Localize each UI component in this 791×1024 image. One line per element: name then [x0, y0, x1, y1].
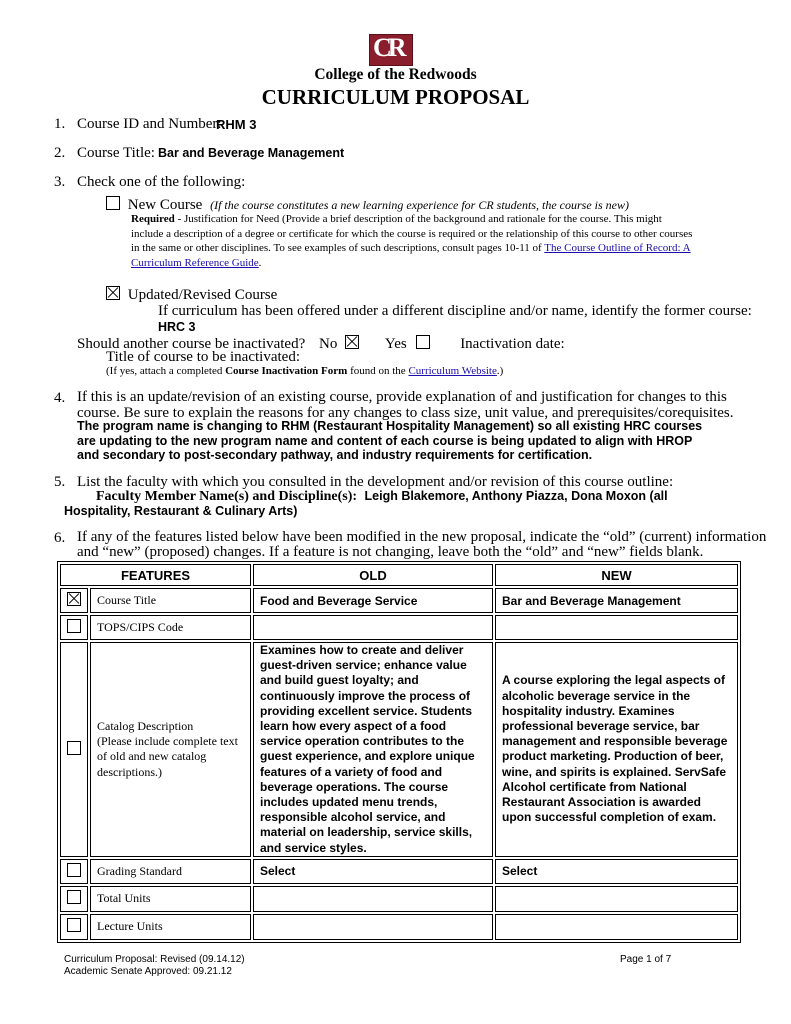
- footer-info: [64, 954, 245, 978]
- new-description-line: A course exploring the legal aspects of: [502, 673, 725, 688]
- college-logo: [369, 34, 413, 66]
- period: .: [258, 256, 262, 269]
- course-title-change-checkbox[interactable]: [67, 592, 81, 606]
- former-course-value: HRC 3: [158, 320, 196, 334]
- new-description-line: upon successful completion of exam.: [502, 810, 717, 825]
- required-text-line-2: include a description of a degree or certificate for which the course is required or the relationship of this course to other courses: [131, 227, 693, 240]
- faculty-instructions: List the faculty with which you consulted in the development and/or revision of this course outline:: [77, 474, 674, 490]
- old-description-line: and service styles.: [260, 840, 367, 855]
- item-4-line-1: If this is an update/revision of an existing course, provide explanation of and justification for changes to this: [77, 389, 727, 405]
- catalog-feature-line: descriptions.): [97, 764, 162, 779]
- required-text-line-1: - Justification for Need (Provide a brief description of the background and rationale for the course. This might: [174, 213, 662, 225]
- logo-text: CR: [373, 33, 403, 62]
- item-6-instructions: [77, 530, 766, 560]
- check-one-label: Check one of the following:: [77, 174, 246, 190]
- tops-cips-change-checkbox[interactable]: [67, 619, 81, 633]
- faculty-label: Faculty Member Name(s) and Discipline(s):: [96, 489, 358, 504]
- new-total-units[interactable]: [495, 886, 738, 912]
- total-units-change-checkbox[interactable]: [67, 890, 81, 904]
- catalog-description-change-checkbox[interactable]: [67, 741, 81, 755]
- old-description-line: learn how every aspect of a food: [260, 719, 447, 734]
- yes-label: Yes: [384, 336, 407, 352]
- new-description-line: Restaurant Association is awarded: [502, 795, 701, 810]
- item-4-line-2: course. Be sure to explain the reasons for any changes to class size, unit value, and prerequisites/corequisites.: [77, 404, 734, 421]
- updated-course-label: Updated/Revised Course: [127, 287, 278, 303]
- new-description-line: product marketing. Production of beer,: [502, 749, 724, 764]
- justification-line-1: The program name is changing to RHM (Restaurant Hospitality Management) so all existing HRC courses: [77, 419, 703, 433]
- new-description-line: wine, and spirits is explained. ServSafe: [502, 764, 727, 779]
- former-course-instructions: If curriculum has been offered under a different discipline and/or name, identify the former course:: [158, 303, 752, 319]
- old-description-line: material on leadership, service skills,: [260, 825, 473, 840]
- feature-total-units: Total Units: [90, 886, 251, 912]
- new-catalog-description[interactable]: [495, 642, 738, 857]
- old-description-line: guest experience, and explore unique: [260, 749, 475, 764]
- required-label: Required: [131, 213, 175, 225]
- grading-standard-change-checkbox[interactable]: [67, 863, 81, 877]
- footer-revised: Curriculum Proposal: Revised (09.14.12): [64, 954, 245, 965]
- feature-catalog-description: [90, 642, 251, 857]
- footer-approved: Academic Senate Approved: 09.21.12: [64, 966, 232, 977]
- old-description-line: responsible alcohol service, and: [260, 810, 446, 825]
- course-id-value: RHM 3: [216, 117, 257, 132]
- course-id-label: Course ID and Number:: [77, 116, 222, 132]
- item-6-line-1: If any of the features listed below have been modified in the new proposal, indicate the “old” (current) information: [77, 529, 767, 545]
- curriculum-website-link[interactable]: Curriculum Website: [408, 365, 497, 377]
- old-description-line: includes updated menu trends,: [260, 795, 438, 810]
- new-header: NEW: [495, 564, 738, 586]
- old-description-line: features of a variety of food and: [260, 764, 443, 779]
- inactivation-form-note: [106, 365, 503, 377]
- change-justification: [77, 419, 702, 463]
- item-4-instructions: [77, 390, 733, 421]
- catalog-feature-line: of old and new catalog: [97, 749, 207, 764]
- old-grading-standard-select[interactable]: Select: [253, 859, 493, 884]
- old-catalog-description[interactable]: [253, 642, 493, 857]
- justification-line-2: are updating to the new program name and content of each course is being updated to align with HROP: [77, 433, 693, 448]
- attach-note-prefix: (If yes, attach a completed: [106, 365, 226, 377]
- new-grading-standard-select[interactable]: Select: [495, 859, 738, 884]
- updated-course-checkbox[interactable]: [106, 286, 120, 300]
- item-3-number: 3.: [54, 174, 66, 190]
- old-description-line: service operation contributes to the: [260, 734, 465, 749]
- new-course-title[interactable]: Bar and Beverage Management: [495, 588, 738, 613]
- required-text-line-3: in the same or other disciplines. To see examples of such descriptions, consult pages 10-11 of: [131, 242, 545, 254]
- features-header: FEATURES: [60, 564, 251, 586]
- faculty-names: Leigh Blakemore, Anthony Piazza, Dona Moxon (all: [364, 489, 668, 503]
- table-row: [60, 859, 738, 884]
- required-justification: [131, 212, 741, 270]
- item-5-number: 5.: [54, 474, 66, 490]
- table-row: [60, 588, 738, 613]
- attach-note-middle: found on the: [347, 365, 409, 377]
- item-1-number: 1.: [54, 116, 66, 132]
- feature-course-title: Course Title: [90, 588, 251, 613]
- old-header: OLD: [253, 564, 493, 586]
- page-number: Page 1 of 7: [620, 954, 672, 965]
- course-title-label: Course Title:: [77, 145, 155, 161]
- table-row: [60, 914, 738, 940]
- table-row: [60, 615, 738, 640]
- curriculum-reference-guide-link[interactable]: Curriculum Reference Guide: [131, 256, 259, 269]
- new-description-line: professional beverage service, bar: [502, 719, 700, 734]
- new-course-checkbox[interactable]: [106, 196, 120, 210]
- catalog-feature-line: (Please include complete text: [97, 734, 238, 749]
- new-tops-cips[interactable]: [495, 615, 738, 640]
- new-course-label: New Course: [127, 197, 203, 213]
- new-lecture-units[interactable]: [495, 914, 738, 940]
- old-description-line: providing excellent service. Students: [260, 703, 473, 718]
- lecture-units-change-checkbox[interactable]: [67, 918, 81, 932]
- new-description-line: Alcohol certificate from National: [502, 779, 687, 794]
- item-6-number: 6.: [54, 530, 66, 546]
- new-description-line: management and responsible beverage: [502, 734, 728, 749]
- old-course-title[interactable]: Food and Beverage Service: [253, 588, 493, 613]
- course-title-value: Bar and Beverage Management: [158, 146, 345, 160]
- feature-lecture-units: Lecture Units: [90, 914, 251, 940]
- inactivate-question: Should another course be inactivated?: [77, 336, 306, 352]
- old-tops-cips[interactable]: [253, 615, 493, 640]
- attach-note-suffix: .): [496, 365, 504, 377]
- page-title: CURRICULUM PROPOSAL: [261, 85, 530, 109]
- inactivate-no-checkbox[interactable]: [345, 335, 359, 349]
- inactivated-title-label: Title of course to be inactivated:: [106, 349, 300, 365]
- new-description-line: alcoholic beverage service in the: [502, 688, 691, 703]
- old-total-units[interactable]: [253, 886, 493, 912]
- features-table: [57, 561, 741, 943]
- new-course-note: (If the course constitutes a new learning experience for CR students, the course is new): [210, 198, 629, 212]
- faculty-names-continued: Hospitality, Restaurant & Culinary Arts): [64, 504, 298, 518]
- table-row: [60, 642, 738, 857]
- no-label: No: [319, 336, 338, 352]
- feature-tops-cips: TOPS/CIPS Code: [90, 615, 251, 640]
- course-outline-guide-link[interactable]: The Course Outline of Record: A: [544, 242, 691, 254]
- old-lecture-units[interactable]: [253, 914, 493, 940]
- old-description-line: continuously improve the process of: [260, 688, 471, 703]
- inactivate-yes-checkbox[interactable]: [416, 335, 430, 349]
- college-name: College of the Redwoods: [314, 66, 477, 83]
- new-description-line: hospitality industry. Examines: [502, 703, 675, 718]
- table-header-row: [60, 564, 738, 586]
- inactivation-form-name: Course Inactivation Form: [225, 365, 348, 377]
- old-description-line: beverage operations. The course: [260, 779, 449, 794]
- old-description-line: and build guest loyalty; and: [260, 673, 419, 688]
- justification-line-3: and secondary to post-secondary pathway, and industry requirements for certification.: [77, 448, 593, 462]
- inactivation-date-label: Inactivation date:: [460, 336, 565, 352]
- item-6-line-2: and “new” (proposed) changes. If a feature is not changing, leave both the “old” and “new” fields blank.: [77, 544, 704, 560]
- table-row: [60, 886, 738, 912]
- old-description-line: Examines how to create and deliver: [260, 643, 464, 657]
- catalog-feature-line: Catalog Description: [97, 719, 194, 734]
- item-2-number: 2.: [54, 145, 66, 161]
- feature-grading-standard: Grading Standard: [90, 859, 251, 884]
- item-4-number: 4.: [54, 390, 66, 406]
- old-description-line: guest-driven service; enhance value: [260, 658, 467, 673]
